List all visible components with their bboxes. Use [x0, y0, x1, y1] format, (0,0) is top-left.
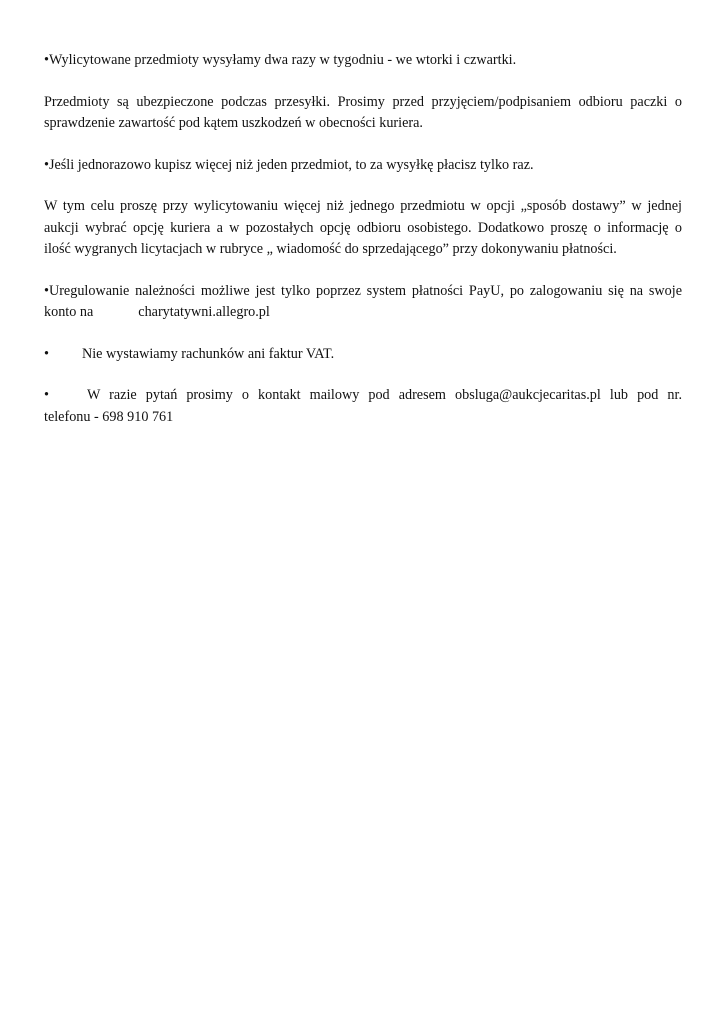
text-line	[44, 302, 682, 324]
no-invoices-text: Nie wystawiamy rachunków ani faktur VAT.	[81, 345, 335, 362]
text-line: sprawdzenie zawartość pod kątem uszkodzeń w obecności kuriera.	[44, 115, 423, 131]
text-line: •Wylicytowane przedmioty wysyłamy dwa razy w tygodniu - we wtorki i czwartki.	[44, 52, 517, 68]
text-line	[44, 344, 682, 366]
document-body	[44, 50, 682, 448]
text-line: W tym celu proszę przy wylicytowaniu więcej niż jednego przedmiotu w opcji „sposób dostawy” w jednej	[44, 198, 682, 214]
contact-paragraph	[44, 385, 682, 428]
text-line: •Jeśli jednorazowo kupisz więcej niż jeden przedmiot, to za wysyłkę płacisz tylko raz.	[44, 156, 534, 173]
text-line	[44, 385, 682, 407]
text-line: •Uregulowanie należności możliwe jest tylko poprzez system płatności PayU, po zalogowaniu się na swoje	[44, 282, 682, 299]
allegro-link[interactable]: charytatywni.allegro.pl	[138, 304, 270, 320]
shipping-days-paragraph	[44, 50, 682, 72]
contact-text: W razie pytań prosimy o kontakt mailowy pod adresem obsluga@aukcjecaritas.pl lub pod nr.	[86, 387, 682, 403]
text-line: telefonu - 698 910 761	[44, 408, 174, 425]
bullet: •	[44, 345, 49, 362]
delivery-instructions-paragraph	[44, 196, 682, 261]
text-line: aukcji wybrać opcję kuriera a w pozostałych opcję odbioru osobistego. Dodatkowo proszę o informację o	[44, 219, 682, 236]
payment-paragraph	[44, 281, 682, 324]
combined-shipping-paragraph	[44, 155, 682, 177]
account-prefix: konto na	[44, 304, 94, 320]
no-invoices-paragraph	[44, 344, 682, 366]
bullet: •	[44, 387, 49, 403]
text-line: Przedmioty są ubezpieczone podczas przesyłki. Prosimy przed przyjęciem/podpisaniem odbioru paczki o	[44, 93, 682, 110]
text-line: ilość wygranych licytacjach w rubryce „ wiadomość do sprzedającego” przy dokonywaniu płatności.	[44, 241, 617, 257]
insurance-paragraph	[44, 92, 682, 135]
